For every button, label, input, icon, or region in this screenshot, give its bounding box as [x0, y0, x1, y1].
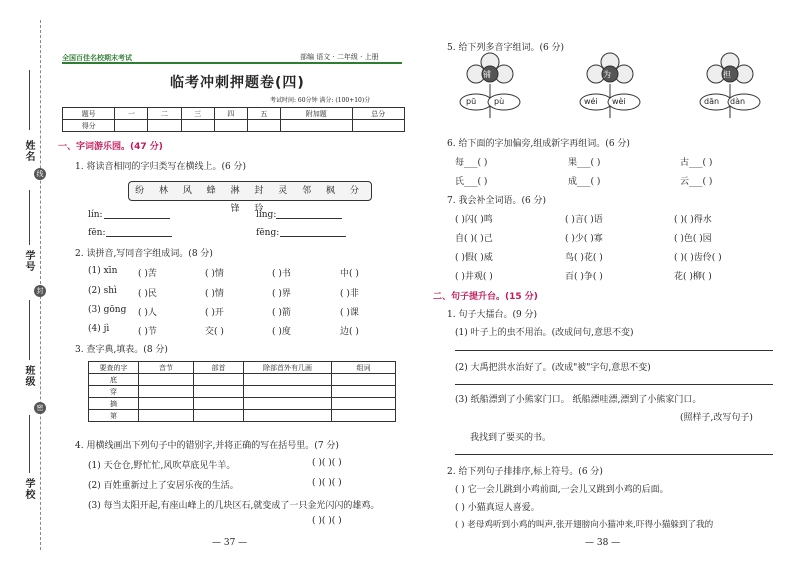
- q3-cell[interactable]: [194, 386, 244, 398]
- q2-item[interactable]: 边( ): [340, 327, 359, 337]
- class-rule: [29, 300, 30, 360]
- score-cell[interactable]: [214, 120, 247, 132]
- s2-q2-item[interactable]: ( ) 小猫真逗人喜爱。: [455, 503, 540, 513]
- q3-char: 第: [89, 410, 139, 422]
- q7-item[interactable]: 花( )柳( ): [674, 272, 712, 282]
- flower-icon: [452, 52, 528, 122]
- q3-table: [88, 361, 396, 422]
- banner: 全国百佳名校期末考试: [62, 54, 132, 62]
- q2-item[interactable]: 中( ): [340, 269, 359, 279]
- q3-char: 摘: [89, 398, 139, 410]
- page-number-left: — 37 —: [212, 538, 248, 548]
- flower-char: 为: [603, 70, 611, 79]
- q7-item[interactable]: 百( )争( ): [565, 272, 603, 282]
- score-row-label: 得分: [63, 120, 115, 132]
- q3-cell[interactable]: [244, 398, 332, 410]
- student-id-label: 学号: [23, 250, 34, 272]
- q3-cell[interactable]: [244, 386, 332, 398]
- answer-line[interactable]: [455, 384, 773, 385]
- s2-q1-item: (3) 纸船漂到了小熊家门口。 纸船漂哇漂,漂到了小熊家门口。: [455, 395, 702, 405]
- q2-item[interactable]: ( )情: [205, 269, 224, 279]
- flower-pinyin: pù: [494, 97, 505, 106]
- q7-prompt: 7. 我会补全词语。(6 分): [447, 196, 547, 206]
- q2-item[interactable]: ( )人: [138, 308, 157, 318]
- flower-pinyin: wèi: [612, 97, 626, 106]
- school-label: 学校: [23, 478, 34, 500]
- q3-prompt: 3. 查字典,填表。(8 分): [75, 345, 168, 355]
- score-header: 附加题: [280, 108, 352, 120]
- q2-item[interactable]: 交( ): [205, 327, 224, 337]
- name-label: 姓名: [23, 140, 34, 162]
- score-header: 一: [115, 108, 148, 120]
- s2-q2-item[interactable]: ( ) 老母鸡听到小鸡的叫声,张开翅膀向小猫冲来,吓得小猫躲到了我的: [455, 520, 714, 530]
- answer-line[interactable]: [455, 350, 773, 351]
- score-header: 题号: [63, 108, 115, 120]
- q4-blanks[interactable]: ( )( )( ): [312, 478, 342, 488]
- s2-q1-hint: (照样子,改写句子): [680, 413, 753, 423]
- school-rule: [29, 415, 30, 473]
- q4-prompt: 4. 用横线画出下列句子中的错别字,并将正确的写在括号里。(7 分): [75, 441, 339, 451]
- q4-sentence: (1) 天仓仓,野忙忙,风吹草底见牛羊。: [88, 461, 236, 471]
- q7-item[interactable]: ( )假( )威: [455, 253, 493, 263]
- score-cell[interactable]: [115, 120, 148, 132]
- s2-q1-item: (1) 叶子上的虫不用治。(改成问句,意思不变): [455, 328, 634, 338]
- q1-pinyin-fen: fēn:: [88, 228, 106, 238]
- q1-pinyin-ling: líng:: [256, 210, 277, 220]
- section2-heading: 二、句子提升台。(15 分): [433, 292, 538, 302]
- q1-answer-line[interactable]: [106, 236, 172, 237]
- score-cell[interactable]: [352, 120, 404, 132]
- q3-cell[interactable]: [332, 398, 396, 410]
- q3-char: 穿: [89, 386, 139, 398]
- q7-item[interactable]: 自( )( )己: [455, 234, 493, 244]
- q1-prompt: 1. 将读音相同的字归类写在横线上。(6 分): [75, 162, 247, 172]
- score-table: [62, 107, 405, 132]
- q2-item[interactable]: ( )度: [272, 327, 291, 337]
- q2-item[interactable]: ( )节: [138, 327, 157, 337]
- flower-char: 铺: [483, 70, 491, 79]
- q7-item[interactable]: ( )( )得水: [674, 215, 712, 225]
- q1-pinyin-feng: fēng:: [256, 228, 280, 238]
- score-header: 四: [214, 108, 247, 120]
- q7-item[interactable]: ( )井观( ): [455, 272, 493, 282]
- q3-cell[interactable]: [194, 410, 244, 422]
- q3-cell[interactable]: [139, 398, 194, 410]
- page-number-right: — 38 —: [585, 538, 621, 548]
- q2-row-label: (4) jì: [88, 324, 110, 334]
- q6-item[interactable]: 古___( ): [680, 158, 713, 168]
- s2-q1-item: (2) 大禹把洪水治好了。(改成"被"字句,意思不变): [455, 363, 651, 373]
- q3-header: 组词: [332, 362, 396, 374]
- q3-char: 底: [89, 374, 139, 386]
- score-header: 三: [181, 108, 214, 120]
- binding-dot-close: 密: [34, 402, 46, 414]
- flower-char: 担: [723, 70, 731, 79]
- q2-item[interactable]: ( )非: [340, 289, 359, 299]
- q3-cell[interactable]: [194, 374, 244, 386]
- q1-pinyin-lin: lín:: [88, 210, 103, 220]
- q2-row-label: (3) gōng: [88, 305, 127, 315]
- q2-item[interactable]: ( )苦: [138, 269, 157, 279]
- q6-prompt: 6. 给下面的字加偏旁,组成新字再组词。(6 分): [447, 139, 630, 149]
- answer-line[interactable]: [455, 454, 773, 455]
- class-label: 班级: [23, 365, 34, 387]
- flower-pinyin: dān: [704, 97, 720, 106]
- q3-cell[interactable]: [139, 374, 194, 386]
- q7-item[interactable]: 鸟( )花( ): [565, 253, 603, 263]
- score-cell[interactable]: [280, 120, 352, 132]
- binding-margin: [0, 0, 48, 576]
- q2-item[interactable]: ( )书: [272, 269, 291, 279]
- q7-item[interactable]: ( )色( )园: [674, 234, 712, 244]
- score-cell[interactable]: [181, 120, 214, 132]
- q2-row-label: (1) xīn: [88, 266, 118, 276]
- q1-answer-line[interactable]: [280, 236, 346, 237]
- q3-cell[interactable]: [332, 386, 396, 398]
- s2-q2-prompt: 2. 给下列句子排排序,标上符号。(6 分): [447, 467, 603, 477]
- score-cell[interactable]: [148, 120, 181, 132]
- q2-item[interactable]: ( )界: [272, 289, 291, 299]
- section1-heading: 一、字词游乐园。(47 分): [58, 142, 163, 152]
- q3-cell[interactable]: [244, 374, 332, 386]
- name-rule: [29, 70, 30, 130]
- banner-rule: [62, 62, 402, 64]
- q7-item[interactable]: ( )言( )语: [565, 215, 603, 225]
- q1-word-box: 纷 林 风 蜂 淋 封 灵 邻 枫 分 锋 玲: [128, 181, 372, 201]
- q3-cell[interactable]: [139, 386, 194, 398]
- page-title: 临考冲刺押题卷(四): [170, 75, 305, 91]
- q7-item[interactable]: ( )( )齿伶( ): [674, 253, 722, 263]
- score-header: 二: [148, 108, 181, 120]
- q5-prompt: 5. 给下列多音字组词。(6 分): [447, 43, 565, 53]
- q7-item[interactable]: ( )闪( )鸣: [455, 215, 493, 225]
- score-header: 总分: [352, 108, 404, 120]
- q2-item[interactable]: ( )情: [205, 289, 224, 299]
- q3-cell[interactable]: [194, 398, 244, 410]
- q3-header: 部首: [194, 362, 244, 374]
- q4-blanks[interactable]: ( )( )( ): [312, 516, 342, 526]
- q3-header: 音节: [139, 362, 194, 374]
- q4-blanks[interactable]: ( )( )( ): [312, 458, 342, 468]
- score-cell[interactable]: [247, 120, 280, 132]
- q2-prompt: 2. 读拼音,写同音字组成词。(8 分): [75, 249, 213, 259]
- q3-header: 要查的字: [89, 362, 139, 374]
- q6-item[interactable]: 云___( ): [680, 177, 713, 187]
- flower-pinyin: pū: [466, 97, 477, 106]
- q1-answer-line[interactable]: [276, 218, 342, 219]
- q3-cell[interactable]: [139, 410, 194, 422]
- flower-pinyin: dàn: [730, 97, 746, 106]
- flower-icon: [692, 52, 768, 122]
- q2-item[interactable]: ( )开: [205, 308, 224, 318]
- flower-pinyin: wéi: [584, 97, 598, 106]
- q6-item[interactable]: 每___( ): [455, 158, 488, 168]
- q3-cell[interactable]: [332, 410, 396, 422]
- q1-answer-line[interactable]: [104, 218, 170, 219]
- q6-item[interactable]: 果___( ): [568, 158, 601, 168]
- score-header: 五: [247, 108, 280, 120]
- edition: 部编 语文 · 二年级 · 上册: [300, 53, 379, 61]
- binding-dot-seal: 封: [34, 285, 46, 297]
- s2-q1-prompt: 1. 句子大擂台。(9 分): [447, 310, 538, 320]
- q3-header: 除部首外有几画: [244, 362, 332, 374]
- s2-q2-item[interactable]: ( ) 它一会儿跳到小鸡前面,一会儿又跳到小鸡的后面。: [455, 485, 669, 495]
- s2-q1-example: 我找到了要买的书。: [470, 433, 552, 443]
- q3-cell[interactable]: [244, 410, 332, 422]
- q2-item[interactable]: ( )民: [138, 289, 157, 299]
- flower-icon: [572, 52, 648, 122]
- student-id-rule: [29, 190, 30, 245]
- q4-sentence: (3) 每当太阳开起,有座山峰上的几块区石,就变成了一只金光闪闪的雄鸡。: [88, 501, 380, 511]
- q3-cell[interactable]: [332, 374, 396, 386]
- q2-item[interactable]: ( )箭: [272, 308, 291, 318]
- q6-item[interactable]: 成___( ): [568, 177, 601, 187]
- q2-item[interactable]: ( )课: [340, 308, 359, 318]
- q2-row-label: (2) shì: [88, 286, 117, 296]
- q4-sentence: (2) 百姓重新过上了安居乐夜的生活。: [88, 481, 239, 491]
- q7-item[interactable]: ( )少( )寡: [565, 234, 603, 244]
- q6-item[interactable]: 氏___( ): [455, 177, 488, 187]
- binding-dot-line: 线: [34, 168, 46, 180]
- exam-info: 考试时间: 60分钟 满分: (100+10)分: [270, 97, 371, 104]
